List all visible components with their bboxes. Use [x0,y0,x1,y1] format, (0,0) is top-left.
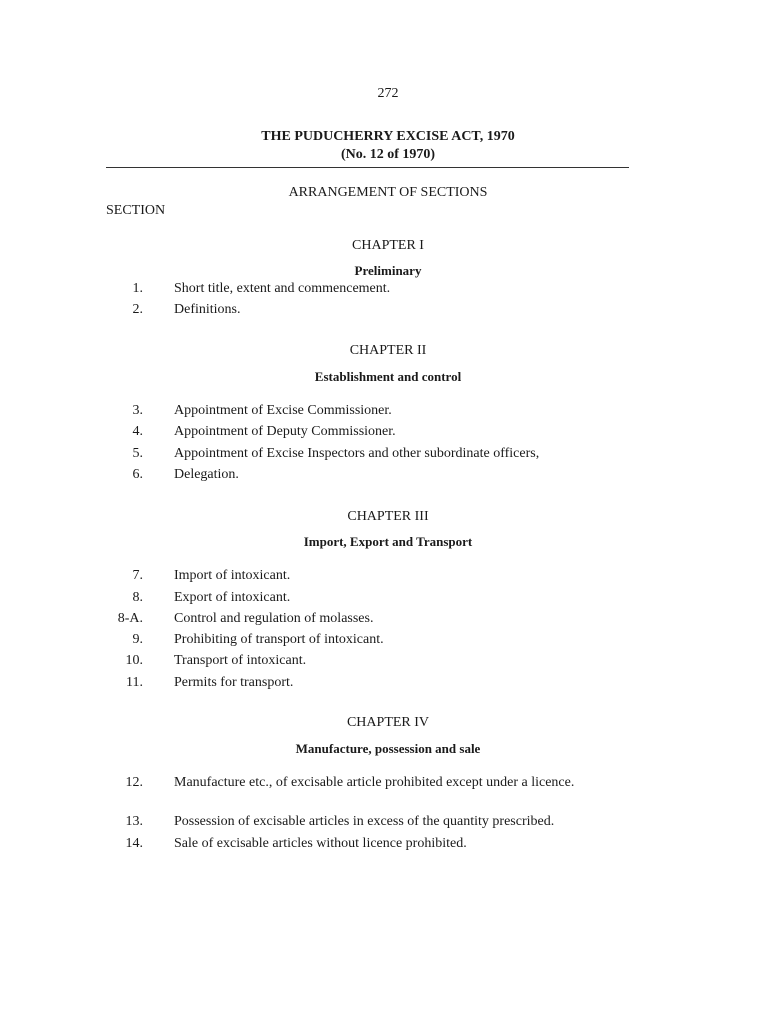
section-number: 5. [132,446,143,461]
section-number: 2. [132,302,143,317]
section-number: 7. [132,568,143,583]
title-rule [106,167,629,168]
chapter-heading: CHAPTER I [352,238,424,253]
arrangement-heading: ARRANGEMENT OF SECTIONS [288,185,488,200]
section-number: 10. [125,653,143,668]
page-number: 272 [377,86,399,101]
section-title: Prohibiting of transport of intoxicant. [174,632,384,647]
section-title: Transport of intoxicant. [174,653,307,668]
chapter-heading: CHAPTER III [347,509,429,524]
section-title: Short title, extent and commencement. [174,281,391,296]
section-title: Appointment of Deputy Commissioner. [174,424,396,439]
section-number: 14. [125,836,143,851]
chapter-subtitle: Preliminary [354,263,422,278]
chapter-subtitle: Manufacture, possession and sale [295,741,481,756]
section-number: 8. [132,590,143,605]
act-title-block [0,128,770,164]
section-number: 8-A. [117,611,143,626]
section-number: 1. [132,281,143,296]
section-title: Control and regulation of molasses. [174,611,374,626]
section-number: 11. [126,675,143,690]
section-title: Definitions. [174,302,241,317]
section-title: Delegation. [174,467,239,482]
section-title: Appointment of Excise Inspectors and other subordinate officers, [174,446,540,461]
section-title: Possession of excisable articles in excess of the quantity prescribed. [174,814,555,829]
section-label: SECTION [106,203,166,218]
section-number: 13. [125,814,143,829]
section-title: Appointment of Excise Commissioner. [174,403,392,418]
section-number: 9. [132,632,143,647]
section-title: Export of intoxicant. [174,590,291,605]
chapter-subtitle: Establishment and control [314,369,462,384]
section-title: Manufacture etc., of excisable article prohibited except under a licence. [174,775,575,790]
section-title: Sale of excisable articles without licence prohibited. [174,836,467,851]
chapter-subtitle: Import, Export and Transport [303,534,473,549]
chapter-heading: CHAPTER IV [346,715,430,730]
section-number: 4. [132,424,143,439]
act-title: THE PUDUCHERRY EXCISE ACT, 1970 [261,129,515,144]
section-number: 12. [125,775,143,790]
section-title: Permits for transport. [174,675,294,690]
section-title: Import of intoxicant. [174,568,291,583]
chapter-heading: CHAPTER II [349,343,427,358]
section-number: 6. [132,467,143,482]
section-number: 3. [132,403,143,418]
act-number: (No. 12 of 1970) [340,147,436,162]
